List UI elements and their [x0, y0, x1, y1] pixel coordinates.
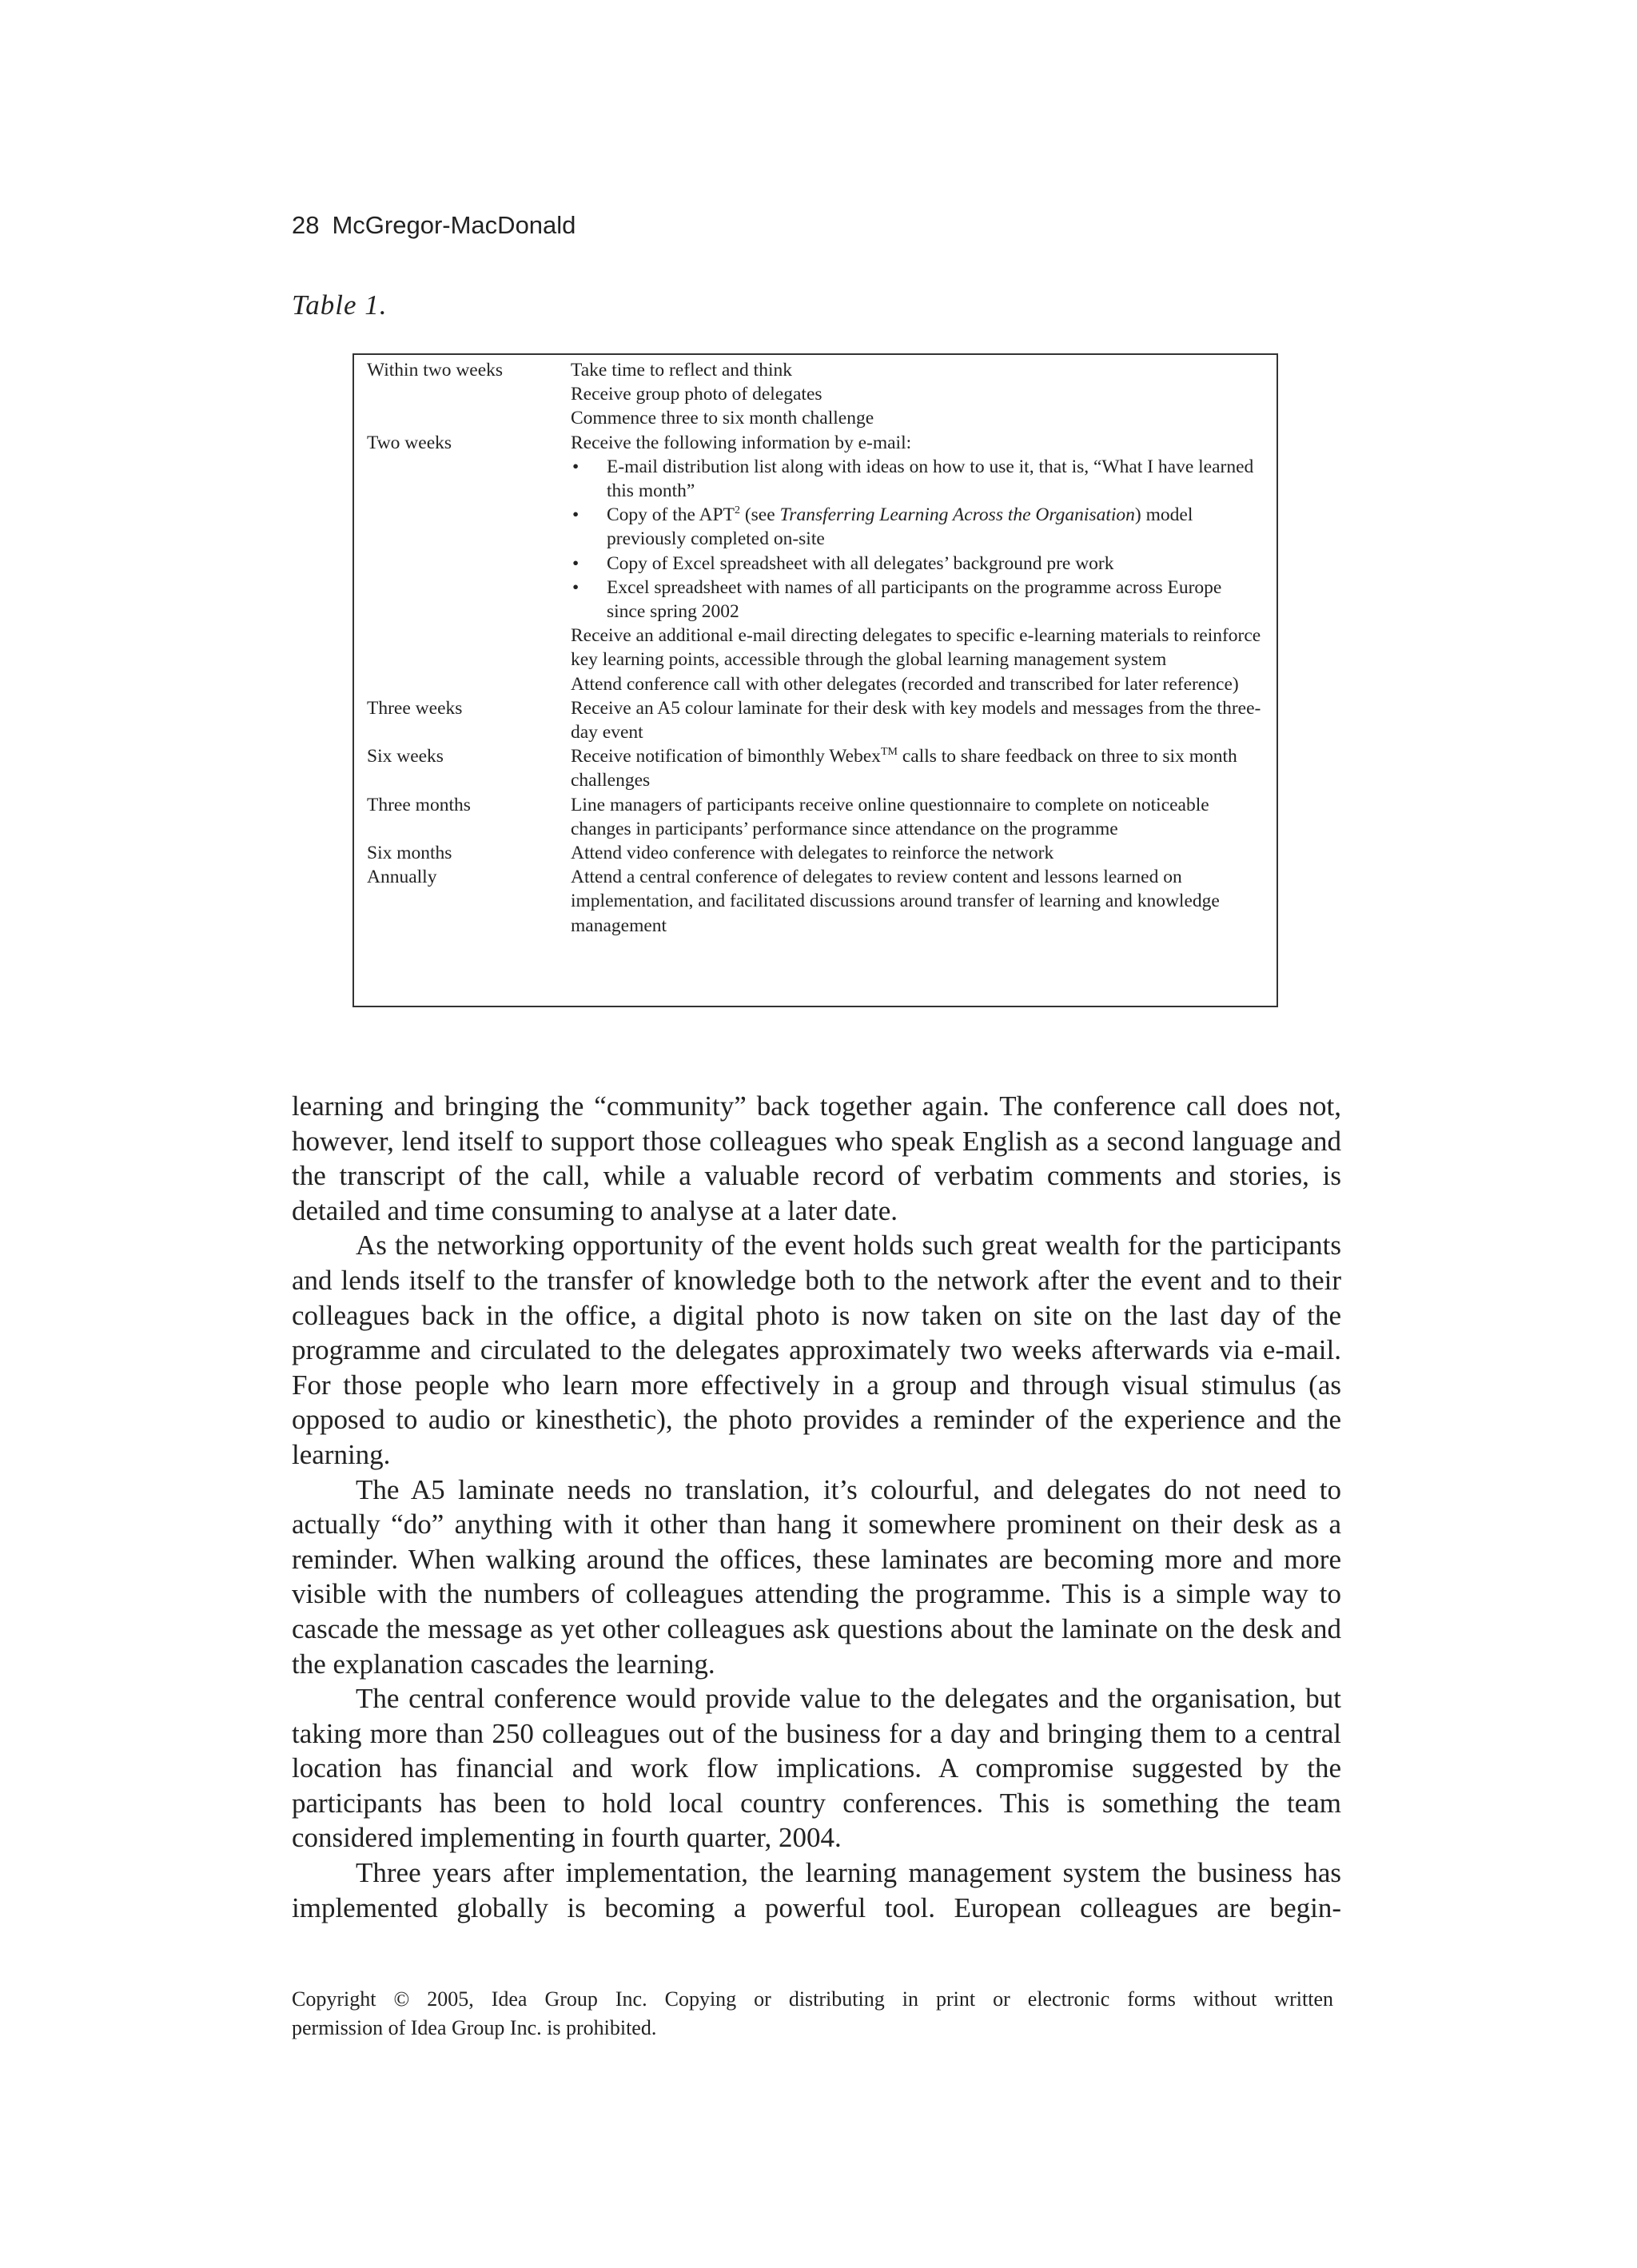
bullet-glyph: • [572, 552, 580, 574]
table-cell-activity [571, 431, 1264, 455]
body-text [292, 1089, 1341, 1925]
table-row [367, 552, 1264, 576]
table-cell-timing: Six weeks [367, 746, 444, 767]
table-cell-activity [571, 624, 1264, 672]
table-cell-activity [571, 358, 1264, 382]
table-cell-timing [367, 406, 571, 430]
table-cell-activity [571, 503, 1264, 551]
activity-text: Attend video conference with delegates to reinforce the network [571, 843, 1054, 864]
table-row [367, 624, 1264, 672]
table-row [367, 672, 1264, 696]
table-cell-timing: Within two weeks [367, 360, 504, 381]
activity-text: calls to share feedback on three to six month challenges [571, 746, 1237, 791]
activity-text: Attend a central conference of delegates to review content and lessons learned on implementation, and facilitated discussions around transfer of learning and knowledge management [571, 867, 1220, 936]
table-row [367, 696, 1264, 744]
table-cell-activity [571, 406, 1264, 430]
table-row [367, 744, 1264, 792]
table-cell-activity [571, 744, 1264, 792]
table-cell-activity [571, 576, 1264, 624]
copyright-line-1: Copyright © 2005, Idea Group Inc. Copying or distributing in print or electronic forms without written [292, 1987, 1333, 2011]
bullet-list [571, 503, 1264, 551]
bullet-item [571, 576, 1264, 624]
bullet-item [571, 455, 1264, 503]
table-cell-timing: Three months [367, 794, 471, 815]
activity-text: Excel spreadsheet with names of all participants on the programme across Europe since spring 2002 [607, 576, 1222, 623]
paragraph: The A5 laminate needs no translation, it’s colourful, and delegates do not need to actually “do” anything with it other than hang it somewhere prominent on their desk as a reminder. When walking around the offices, these laminates are becoming more and more visible with the numbers of colleagues attending the programme. This is a simple way to cascade the message as yet other colleagues ask questions about the laminate on the desk and the explanation cascades the learning. [292, 1473, 1341, 1680]
table-cell-activity [571, 841, 1264, 865]
paragraph: The central conference would provide value to the delegates and the organisation, but taking more than 250 colleagues out of the business for a day and bringing them to a central location has financial and work flow implications. A compromise suggested by the participants has been to hold local country conferences. This is something the team considered implementing in fourth quarter, 2004. [292, 1683, 1341, 1854]
activity-text: Receive group photo of delegates [571, 384, 822, 405]
table-cell-activity [571, 865, 1264, 938]
header-author: McGregor-MacDonald [332, 211, 576, 239]
bullet-list [571, 455, 1264, 503]
activity-text: Take time to reflect and think [571, 360, 792, 381]
table-cell-timing: Two weeks [367, 432, 452, 453]
table-row [367, 576, 1264, 624]
table-row [367, 503, 1264, 551]
table-row [367, 382, 1264, 406]
schedule-table [352, 353, 1278, 1007]
activity-text: Receive the following information by e-mail: [571, 432, 912, 453]
table-row [367, 455, 1264, 503]
activity-text: Receive an additional e-mail directing delegates to specific e-learning materials to reinforce key learning points, accessible through the global learning management system [571, 625, 1261, 671]
bullet-glyph: • [572, 504, 580, 526]
activity-text: (see [739, 504, 780, 526]
table-cell-timing: Annually [367, 867, 437, 888]
bullet-list [571, 552, 1264, 576]
table-cell-timing: Six months [367, 843, 452, 864]
table-cell-activity [571, 552, 1264, 576]
table-row [367, 358, 1264, 382]
bullet-item [571, 552, 1264, 576]
table-row [367, 793, 1264, 841]
table-cell-timing [367, 503, 571, 551]
table-caption: Table 1. [292, 289, 388, 321]
table-cell-activity [571, 793, 1264, 841]
table-cell-activity [571, 382, 1264, 406]
table-cell-activity [571, 696, 1264, 744]
table-cell-timing: Three weeks [367, 697, 463, 719]
bullet-item [571, 503, 1264, 551]
paragraph: learning and bringing the “community” back together again. The conference call does not, however, lend itself to support those colleagues who speak English as a second language and the transcript of the call, while a valuable record of verbatim comments and stories, is detailed and time consuming to analyse at a later date. [292, 1090, 1341, 1226]
superscript: TM [880, 746, 898, 759]
italic-title: Transferring Learning Across the Organisation [779, 504, 1135, 526]
activity-text: E-mail distribution list along with ideas on how to use it, that is, “What I have learned this month” [607, 456, 1254, 502]
activity-text: Line managers of participants receive online questionnaire to complete on noticeable changes in participants’ performance since attendance on the programme [571, 794, 1209, 839]
table-row [367, 865, 1264, 938]
superscript: 2 [734, 504, 740, 517]
activity-text: Copy of Excel spreadsheet with all delegates’ background pre work [607, 552, 1114, 574]
table-cell-timing [367, 624, 571, 672]
activity-text: Commence three to six month challenge [571, 408, 874, 429]
activity-text: ) model previously completed on-site [607, 504, 1193, 550]
table-cell-timing [367, 672, 571, 696]
running-header [292, 211, 576, 240]
bullet-glyph: • [572, 456, 580, 477]
paragraph: As the networking opportunity of the event holds such great wealth for the participants and lends itself to the transfer of knowledge both to the network after the event and to their colleagues back in the office, a digital photo is now taken on site on the last day of the programme and circulated to the delegates approximately two weeks afterwards via e-mail. For those people who learn more effectively in a group and through visual stimulus (as opposed to audio or kinesthetic), the photo provides a reminder of the experience and the learning. [292, 1230, 1341, 1470]
bullet-glyph: • [572, 576, 580, 598]
bullet-list [571, 576, 1264, 624]
table-cell-activity [571, 672, 1264, 696]
table-row [367, 431, 1264, 455]
activity-text: Attend conference call with other delegates (recorded and transcribed for later reference) [571, 673, 1239, 695]
copyright-line-2: permission of Idea Group Inc. is prohibited. [292, 2016, 657, 2039]
paragraph: Three years after implementation, the learning management system the business has implemented globally is becoming a powerful tool. European colleagues are begin- [292, 1857, 1341, 1923]
copyright-footer [292, 1985, 1333, 2043]
activity-text: Receive notification of bimonthly Webex [571, 746, 881, 767]
activity-text: Copy of the APT [607, 504, 735, 526]
table-cell-activity [571, 455, 1264, 503]
table-cell-timing [367, 382, 571, 406]
table-cell-timing [367, 552, 571, 576]
table-row [367, 841, 1264, 865]
page-number: 28 [292, 211, 320, 239]
activity-text: Receive an A5 colour laminate for their desk with key models and messages from the three-day event [571, 697, 1261, 743]
table-cell-timing [367, 455, 571, 503]
table-row [367, 406, 1264, 430]
table-cell-timing [367, 576, 571, 624]
